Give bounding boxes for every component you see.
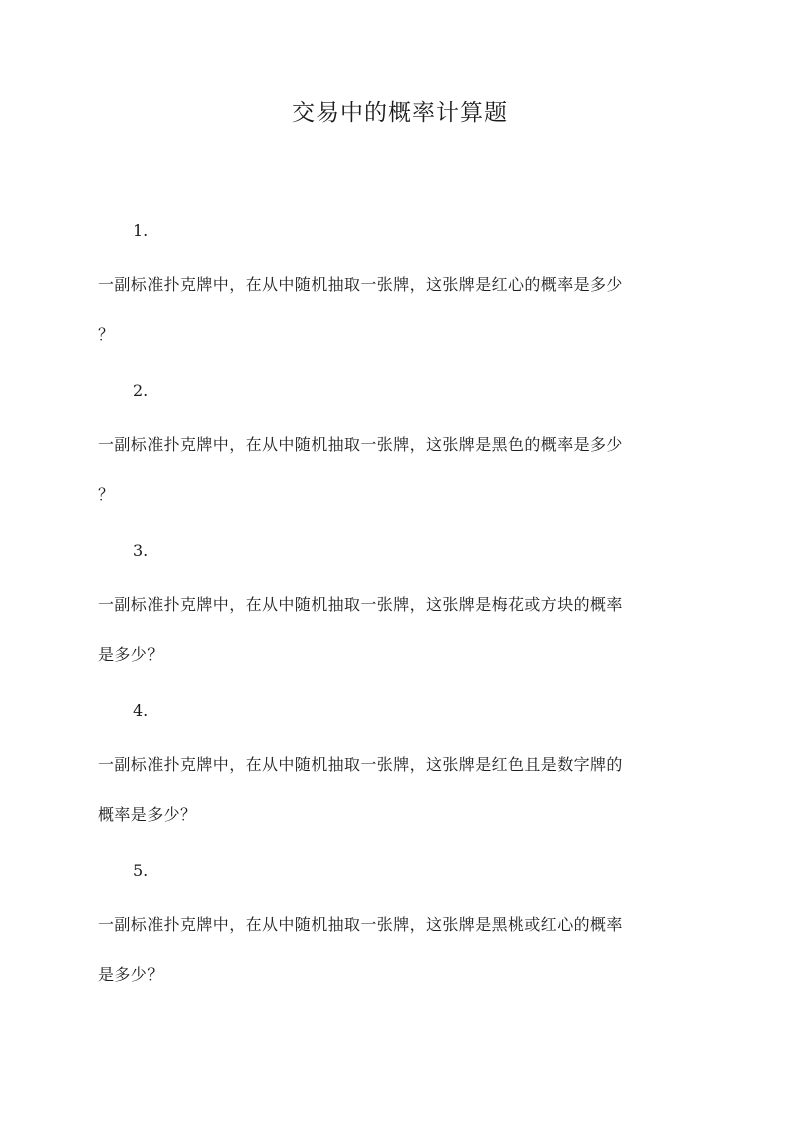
question-list — [98, 214, 706, 1014]
question-text — [98, 740, 706, 840]
question-text-line-2: ？ — [98, 485, 115, 504]
question-text — [98, 900, 706, 1000]
question-text — [98, 580, 706, 680]
question-text-line-1: 一副标准扑克牌中，在从中随机抽取一张牌，这张牌是梅花或方块的概率 — [98, 595, 623, 614]
question-1 — [98, 214, 706, 374]
question-text-line-2: ？ — [98, 325, 115, 344]
question-5 — [98, 854, 706, 1014]
question-text — [98, 260, 706, 360]
question-number: 3. — [133, 541, 149, 560]
question-text-line-2: 概率是多少？ — [98, 805, 197, 824]
question-text-line-2: 是多少？ — [98, 965, 164, 984]
question-2 — [98, 374, 706, 534]
question-number: 2. — [133, 381, 149, 400]
question-number: 5. — [133, 861, 149, 880]
document-title: 交易中的概率计算题 — [292, 100, 508, 126]
question-text-line-1: 一副标准扑克牌中，在从中随机抽取一张牌，这张牌是红心的概率是多少 — [98, 275, 623, 294]
question-3 — [98, 534, 706, 694]
question-text-line-2: 是多少？ — [98, 645, 164, 664]
question-text-line-1: 一副标准扑克牌中，在从中随机抽取一张牌，这张牌是黑桃或红心的概率 — [98, 915, 623, 934]
question-4 — [98, 694, 706, 854]
question-text-line-1: 一副标准扑克牌中，在从中随机抽取一张牌，这张牌是红色且是数字牌的 — [98, 755, 623, 774]
question-number: 4. — [133, 701, 149, 720]
question-text — [98, 420, 706, 520]
question-text-line-1: 一副标准扑克牌中，在从中随机抽取一张牌，这张牌是黑色的概率是多少 — [98, 435, 623, 454]
question-number: 1. — [133, 221, 149, 240]
